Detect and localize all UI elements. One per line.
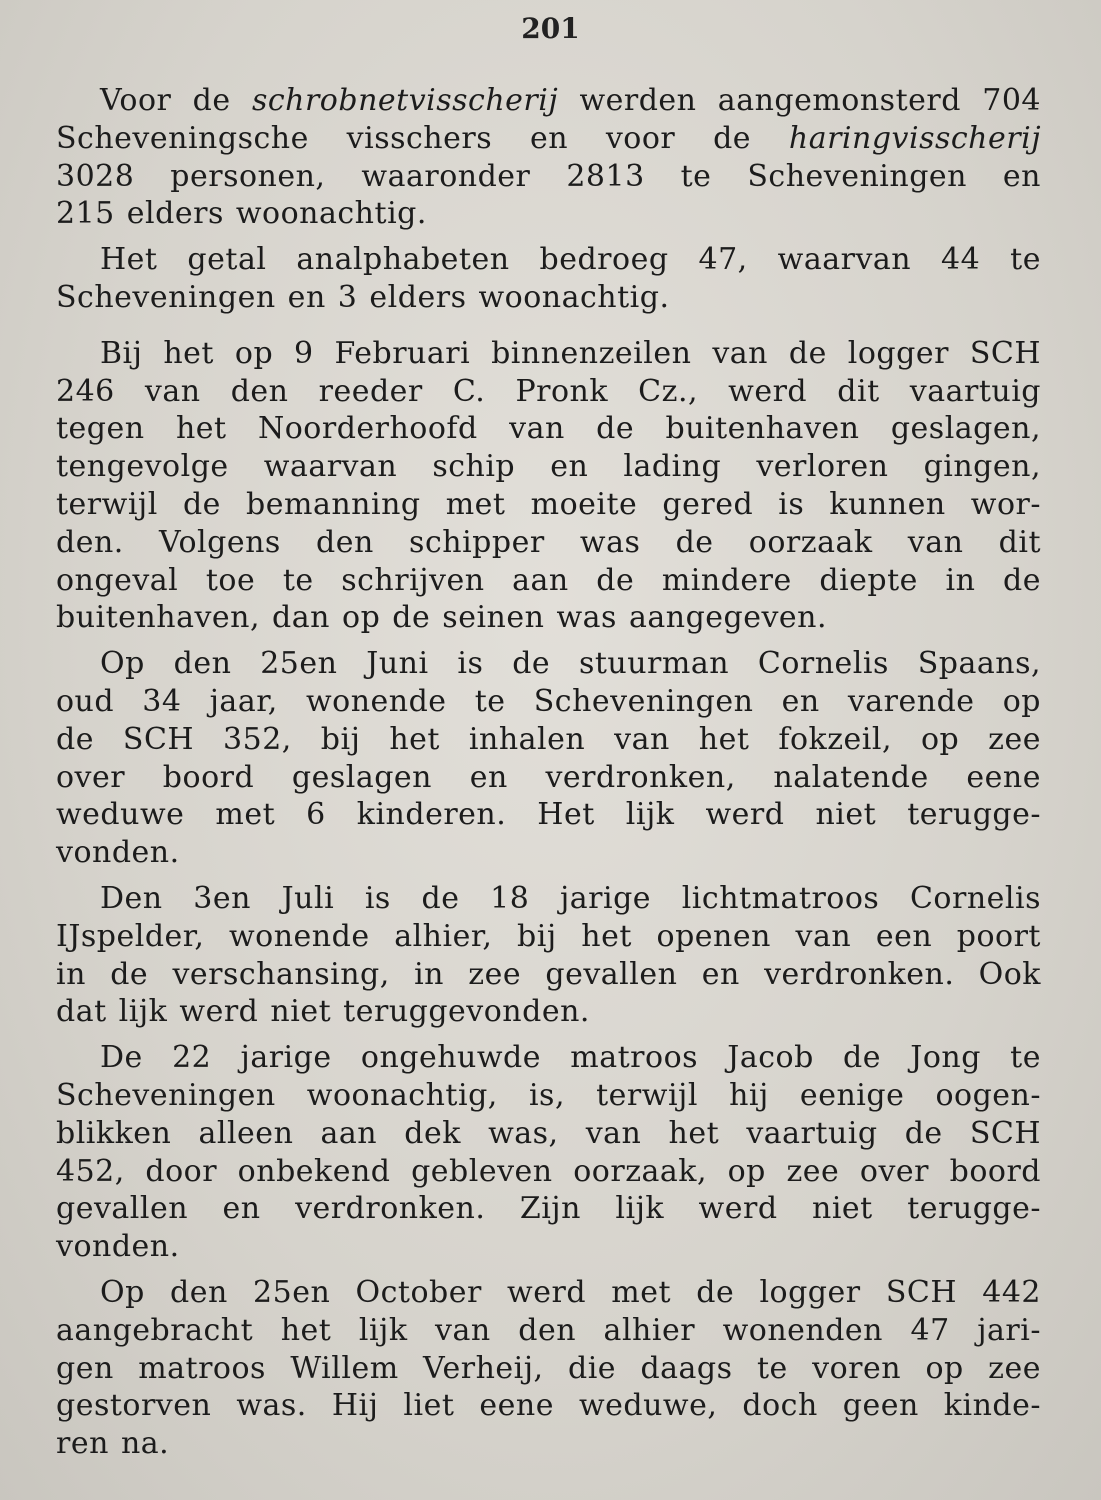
text-line: ongeval toe te schrijven aan de mindere diepte in de xyxy=(56,562,1041,598)
page-number: 201 xyxy=(521,12,580,45)
text-line: Voor de schrobnetvisscherij werden aangemonsterd 704 xyxy=(100,83,1041,118)
text-line: Scheveningsche visschers en voor de haringvisscherij xyxy=(56,120,1041,156)
body-text xyxy=(56,82,1041,1463)
text-line: dat lijk werd niet teruggevonden. xyxy=(56,994,590,1030)
text-line: over boord geslagen en verdronken, nalatende eene xyxy=(56,759,1041,795)
paragraph xyxy=(56,82,1041,233)
text-line: oud 34 jaar, wonende te Scheveningen en varende op xyxy=(56,683,1041,719)
text-line: gevallen en verdronken. Zijn lijk werd niet terugge- xyxy=(56,1191,1041,1227)
paragraph xyxy=(56,1274,1041,1463)
text-line: 215 elders woonachtig. xyxy=(56,196,427,232)
text-line: tegen het Noorderhoofd van de buitenhaven geslagen, xyxy=(56,411,1041,447)
text-line: tengevolge waarvan schip en lading verloren gingen, xyxy=(56,449,1041,485)
text-line: Het getal analphabeten bedroeg 47, waarvan 44 te xyxy=(100,242,1041,278)
text-line: Bij het op 9 Februari binnenzeilen van de logger SCH xyxy=(100,335,1041,371)
text-line: 246 van den reeder C. Pronk Cz., werd dit vaartuig xyxy=(56,373,1041,409)
paragraph xyxy=(56,335,1041,637)
text-line: den. Volgens den schipper was de oorzaak van dit xyxy=(56,524,1041,560)
text-line: Op den 25en Juni is de stuurman Cornelis Spaans, xyxy=(100,646,1041,682)
text-line: vonden. xyxy=(56,1229,180,1265)
text-line: ren na. xyxy=(56,1426,170,1462)
italic-term: schrobnetvisscherij xyxy=(251,83,559,118)
text-line: in de verschansing, in zee gevallen en verdronken. Ook xyxy=(56,956,1041,992)
text-line: Op den 25en October werd met de logger SCH 442 xyxy=(100,1274,1041,1310)
text-line: gestorven was. Hij liet eene weduwe, doch geen kinde- xyxy=(56,1388,1041,1424)
text-line: vonden. xyxy=(56,835,180,871)
text-line: weduwe met 6 kinderen. Het lijk werd niet terugge- xyxy=(56,797,1041,833)
text-line: IJspelder, wonende alhier, bij het openen van een poort xyxy=(56,918,1041,954)
paragraph xyxy=(56,241,1041,317)
text-line: Den 3en Juli is de 18 jarige lichtmatroos Cornelis xyxy=(100,880,1041,916)
text-line: 3028 personen, waaronder 2813 te Scheveningen en xyxy=(56,158,1041,194)
text-line: 452, door onbekend gebleven oorzaak, op zee over boord xyxy=(56,1153,1041,1189)
paragraph xyxy=(56,645,1041,872)
text-line: De 22 jarige ongehuwde matroos Jacob de Jong te xyxy=(100,1040,1041,1076)
text-line: gen matroos Willem Verheij, die daags te voren op zee xyxy=(56,1350,1041,1386)
text-line: buitenhaven, dan op de seinen was aangegeven. xyxy=(56,600,828,636)
paragraph xyxy=(56,880,1041,1031)
text-line: Scheveningen woonachtig, is, terwijl hij eenige oogen- xyxy=(56,1077,1041,1113)
text-line: de SCH 352, bij het inhalen van het fokzeil, op zee xyxy=(56,721,1041,757)
text-line: aangebracht het lijk van den alhier wonenden 47 jari- xyxy=(56,1312,1041,1348)
paragraph xyxy=(56,1039,1041,1266)
text-line: blikken alleen aan dek was, van het vaartuig de SCH xyxy=(56,1115,1041,1151)
text-line: terwijl de bemanning met moeite gered is kunnen wor- xyxy=(56,486,1041,522)
italic-term: haringvisscherij xyxy=(788,120,1041,156)
text-line: Scheveningen en 3 elders woonachtig. xyxy=(56,279,670,315)
